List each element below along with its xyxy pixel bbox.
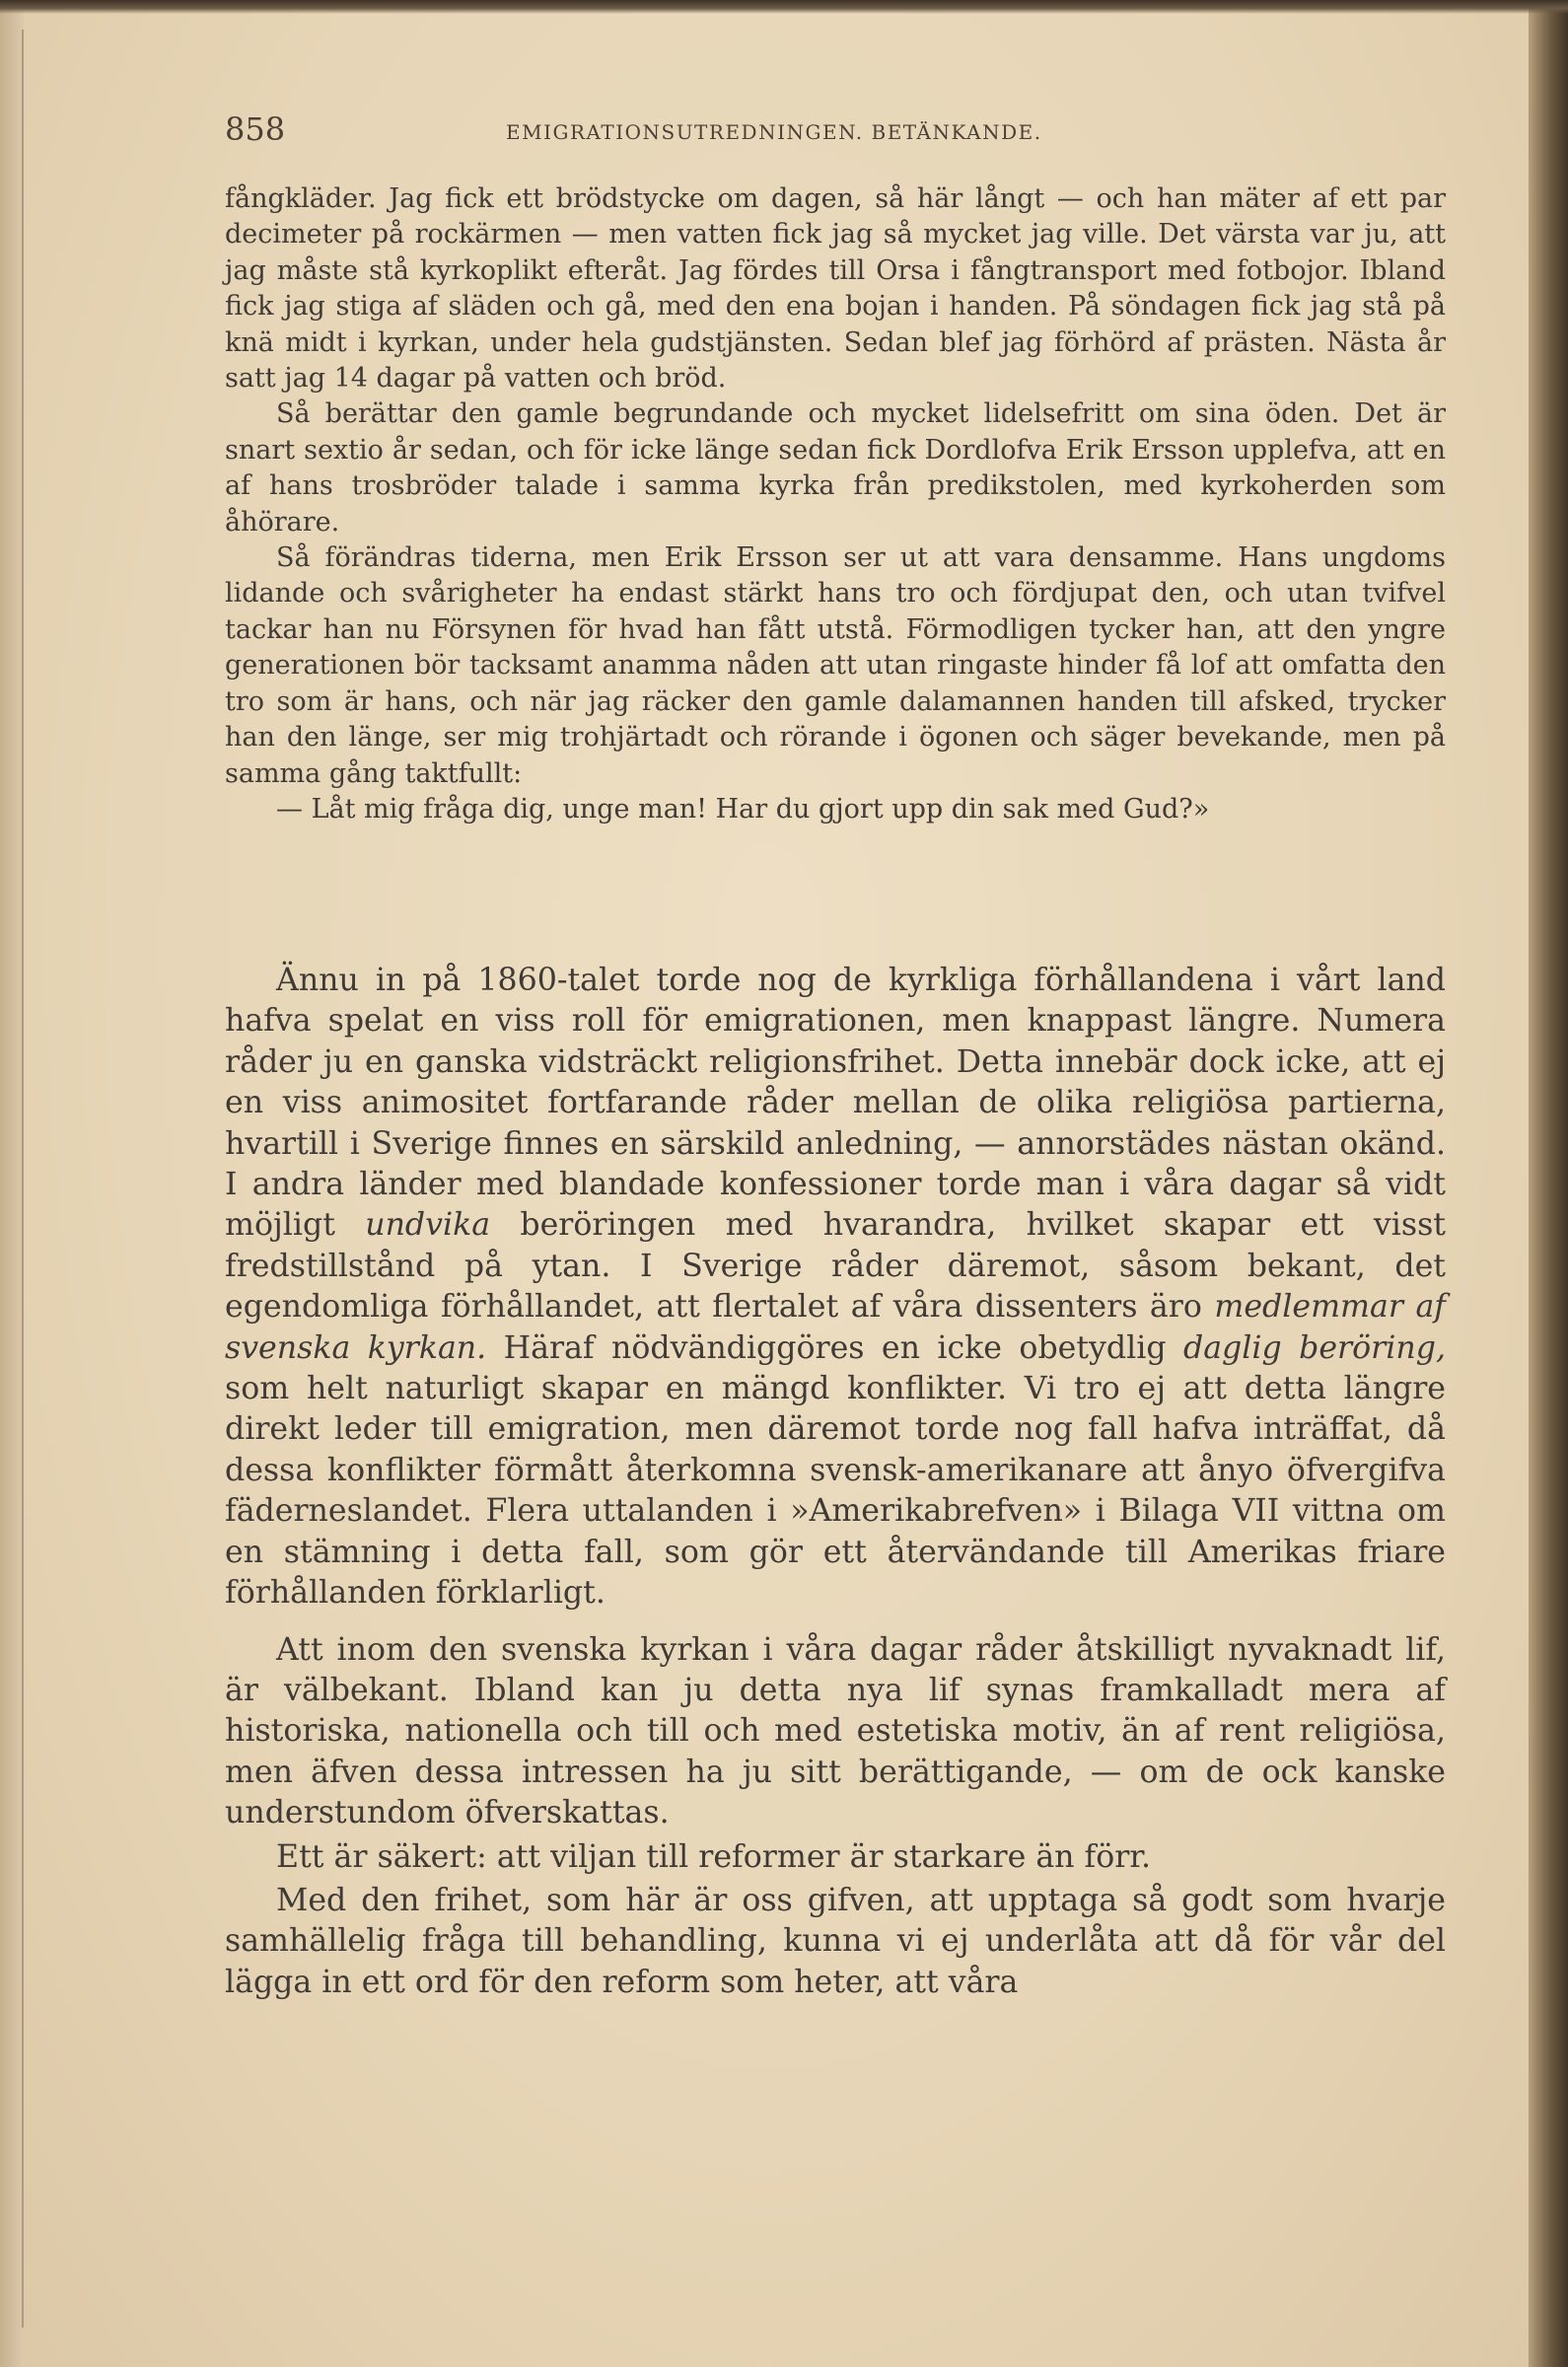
body-paragraph: Ett är säkert: att viljan till reformer är starkare än förr. xyxy=(276,1838,1152,1875)
top-border xyxy=(0,0,1568,14)
body-paragraph xyxy=(225,961,1446,1614)
emphasis: undvika xyxy=(365,1207,491,1244)
page-left-margin xyxy=(0,0,24,2367)
binding-line xyxy=(22,30,24,2328)
book-edge xyxy=(1529,0,1568,2367)
body-paragraph: Med den frihet, som här är oss gifven, att upptaga så godt som hvarje samhällelig fråga till behandling, kunna vi ej underlåta att då för vår del lägga in ett ord för den reform som heter, att våra xyxy=(225,1882,1446,2000)
running-head: EMIGRATIONSUTREDNINGEN. BETÄNKANDE. xyxy=(506,120,1042,144)
emphasis: medlemmar af svenska kyrkan. xyxy=(225,1289,1446,1366)
quote-paragraph: Så berättar den gamle begrundande och mycket lidelsefritt om sina öden. Det är snart sextio år sedan, och för icke länge sedan fick Dordlofva Erik Ersson upplefva, att en af hans trosbröder talade i samma kyrka från predikstolen, med kyrkoherden som åhörare. xyxy=(225,398,1446,538)
quoted-passage xyxy=(225,181,1446,827)
body-paragraph: Att inom den svenska kyrkan i våra dagar råder åtskilligt nyvaknadt lif, är välbekant. Ibland kan ju detta nya lif synas framkalladt mera af historiska, nationella och till och med estetiska motiv, än af rent religiösa, men äfven dessa intressen ha ju sitt berättigande, — om de ock kanske understundom öfverskattas. xyxy=(225,1631,1446,1831)
page-number: 858 xyxy=(225,110,286,148)
quote-paragraph: fångkläder. Jag fick ett brödstycke om dagen, så här långt — och han mäter af ett par decimeter på rockärmen — men vatten fick jag så mycket jag ville. Det värsta var ju, att jag måste stå kyrkoplikt efteråt. Jag fördes till Orsa i fångtransport med fotbojor. Ibland fick jag stiga af släden och gå, med den ena bojan i handen. På söndagen fick jag stå på knä midt i kyrkan, under hela gudstjänsten. Sedan blef jag förhörd af prästen. Nästa år satt jag 14 dagar på vatten och bröd. xyxy=(225,183,1446,394)
main-text xyxy=(225,961,1446,2003)
text-run: Häraf nödvändiggöres en icke obetydlig xyxy=(486,1329,1183,1366)
page-header xyxy=(225,110,1448,154)
quote-paragraph: — Låt mig fråga dig, unge man! Har du gjort upp din sak med Gud?» xyxy=(276,793,1210,825)
text-run: som helt naturligt skapar en mängd konflikter. Vi tro ej att detta längre direkt leder till emigration, men däremot torde nog fall hafva inträffat, då dessa konflikter förmått återkomna svensk-amerikanare att ånyo öfvergifva fäderneslandet. Flera uttalanden i »Amerikabrefven» i Bilaga VII vittna om en stämning i detta fall, som gör ett återvändande till Amerikas friare förhållanden förklarligt. xyxy=(225,1371,1446,1612)
quote-paragraph: Så förändras tiderna, men Erik Ersson ser ut att vara densamme. Hans ungdoms lidande och svårigheter ha endast stärkt hans tro och fördjupat den, och utan tvifvel tackar han nu Försynen för hvad han fått utstå. Förmodligen tycker han, att den yngre generationen bör tacksamt anamma nåden att utan ringaste hinder få lof att omfatta den tro som är hans, och när jag räcker den gamle dalamannen handen till afsked, trycker han den länge, ser mig trohjärtadt och rörande i ögonen och säger bevekande, men på samma gång taktfullt: xyxy=(225,542,1446,789)
text-run: Ännu in på 1860-talet torde nog de kyrkliga förhållandena i vårt land hafva spelat en viss roll för emigrationen, men knappast längre. Numera råder ju en ganska vidsträckt religionsfrihet. Detta innebär dock icke, att ej en viss animositet fortfarande råder mellan de olika religiösa partierna, hvartill i Sverige finnes en särskild anledning, — annorstädes nästan okänd. I andra länder med blandade konfessioner torde man i våra dagar så vidt möjligt xyxy=(225,963,1446,1244)
text-run: beröringen med hvarandra, hvilket skapar ett visst fredstillstånd på ytan. I Sverige råder däremot, såsom bekant, det egendomliga förhållandet, att flertalet af våra dissenters äro xyxy=(225,1207,1446,1326)
emphasis: daglig beröring, xyxy=(1182,1329,1446,1366)
paragraph-gap xyxy=(225,1614,1446,1630)
